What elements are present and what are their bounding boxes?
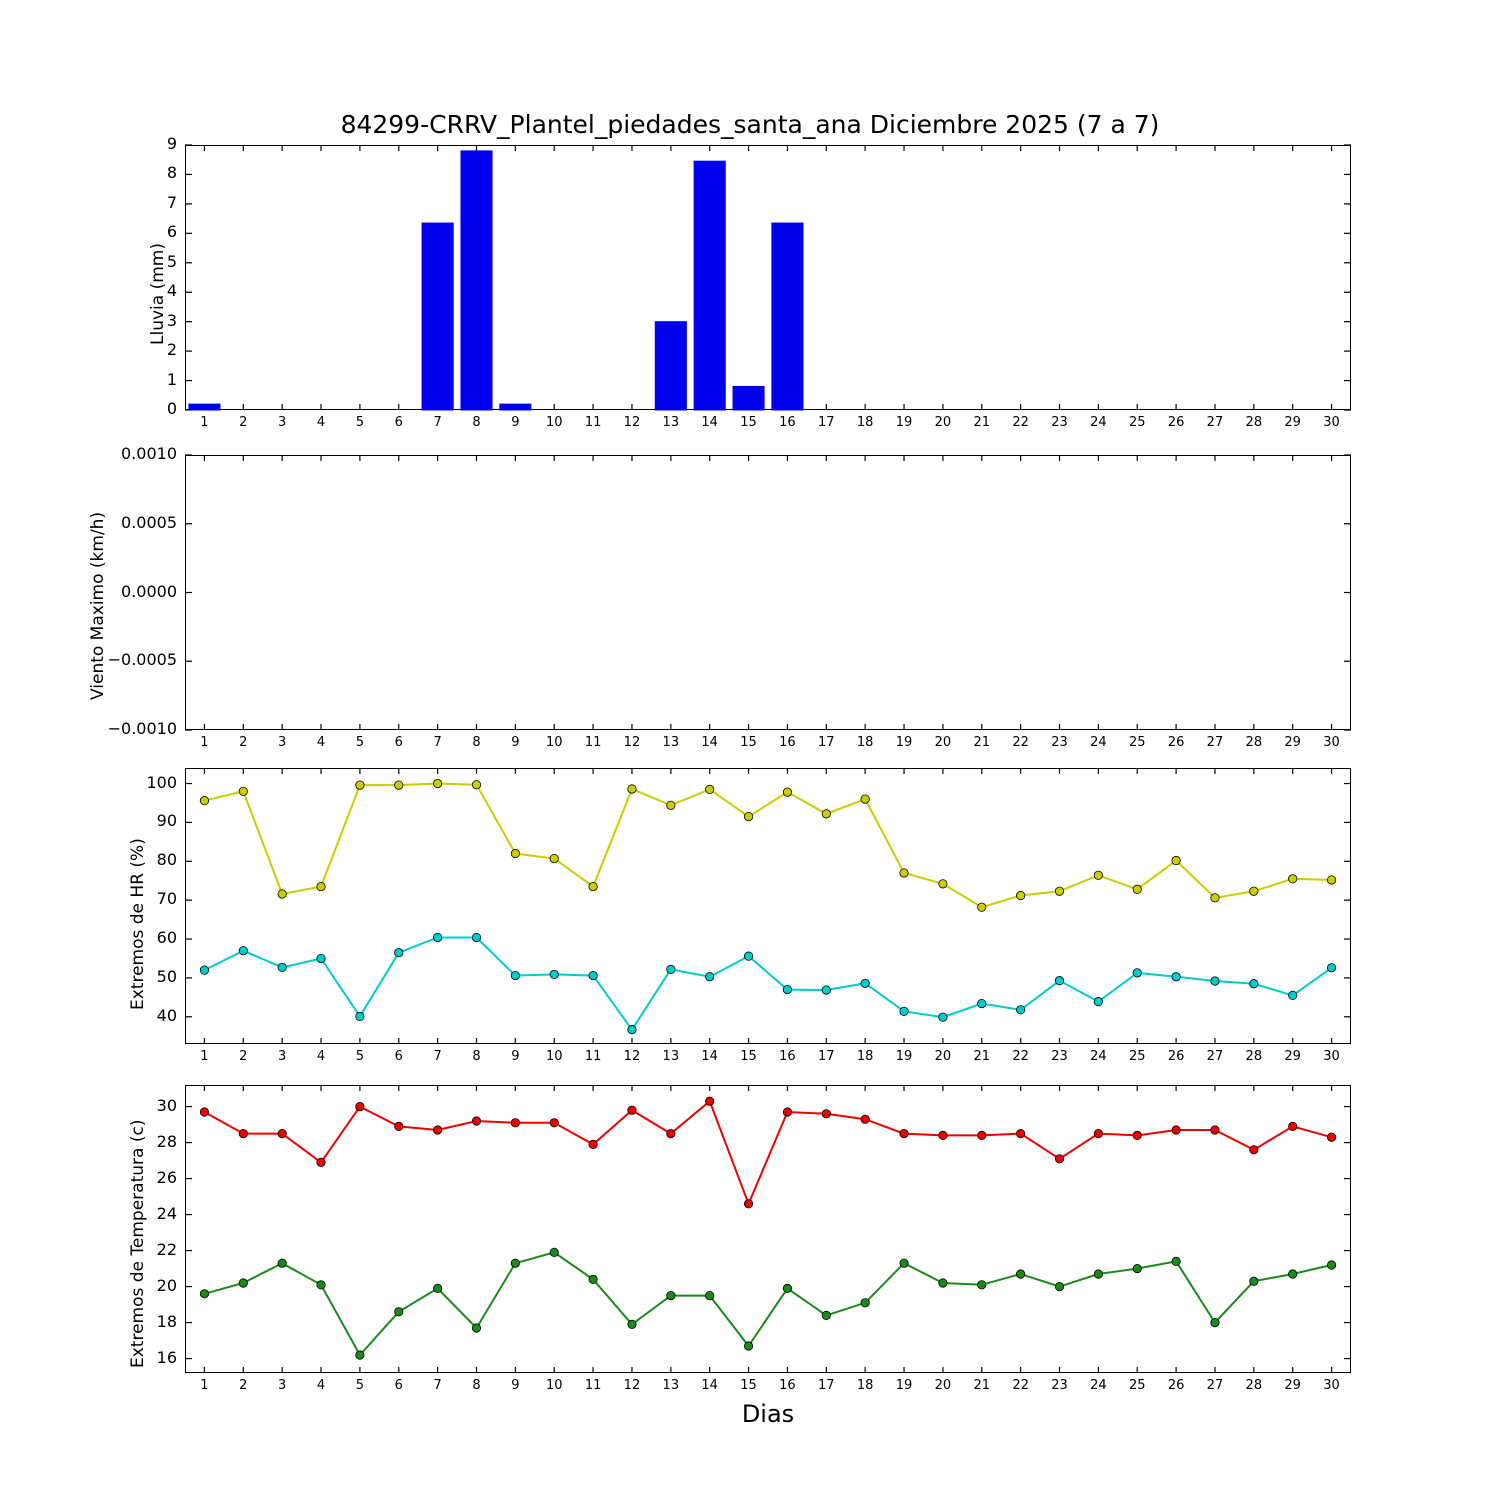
data-point: [822, 986, 830, 994]
x-tick-label: 19: [895, 1049, 913, 1064]
x-tick-label: 18: [856, 735, 874, 750]
x-tick-label: 4: [316, 735, 326, 750]
data-point: [667, 1129, 675, 1137]
data-point: [1172, 856, 1180, 864]
series-line: [204, 1252, 1331, 1355]
x-tick-label: 2: [239, 1378, 248, 1393]
y-tick-label: 6: [166, 222, 177, 242]
data-point: [433, 1284, 441, 1292]
data-point: [1172, 973, 1180, 981]
data-point: [317, 1158, 325, 1166]
bar: [422, 223, 453, 410]
x-tick-label: 30: [1323, 1049, 1340, 1064]
y-tick-label: 18: [156, 1311, 177, 1331]
y-tick-label: −0.0005: [107, 650, 177, 670]
data-point: [822, 810, 830, 818]
data-point: [589, 1275, 597, 1283]
plot-area-hr: [185, 768, 1351, 1044]
data-point: [628, 1106, 636, 1114]
data-point: [395, 948, 403, 956]
y-tick-label: −0.0010: [107, 719, 177, 738]
x-tick-label: 14: [701, 1049, 718, 1064]
data-point: [1250, 1146, 1258, 1154]
x-tick-label: 20: [934, 1049, 952, 1064]
data-point: [744, 952, 752, 960]
data-point: [278, 1259, 286, 1267]
x-tick-label: 22: [1012, 1049, 1029, 1064]
data-point: [472, 933, 480, 941]
data-point: [356, 1012, 364, 1020]
data-point: [317, 954, 325, 962]
data-point: [200, 1108, 208, 1116]
data-point: [356, 1102, 364, 1110]
x-tick-label: 15: [740, 1378, 757, 1393]
y-tick-label: 70: [156, 889, 177, 909]
data-point: [978, 999, 986, 1007]
axis-label-temperatura: Extremos de Temperatura (c): [128, 1119, 148, 1368]
x-tick-label: 23: [1051, 415, 1068, 430]
data-point: [1289, 875, 1297, 883]
data-point: [1327, 1261, 1335, 1269]
data-point: [1016, 1270, 1024, 1278]
y-tick-label: 4: [166, 281, 177, 301]
y-tick-label: 0.0000: [121, 581, 177, 601]
x-tick-label: 3: [278, 1049, 287, 1064]
bar: [772, 223, 803, 410]
x-tick-label: 18: [856, 415, 874, 430]
y-tick-label: 26: [156, 1167, 177, 1187]
series-line: [204, 1101, 1331, 1204]
data-point: [317, 882, 325, 890]
x-tick-label: 8: [472, 1049, 481, 1064]
x-tick-label: 9: [511, 1378, 520, 1393]
data-point: [511, 849, 519, 857]
x-tick-label: 25: [1128, 1378, 1146, 1393]
x-tick-label: 14: [701, 415, 718, 430]
y-tick-label: 80: [156, 850, 177, 870]
x-tick-label: 6: [394, 415, 403, 430]
data-point: [317, 1281, 325, 1289]
x-tick-label: 30: [1323, 415, 1340, 430]
axis-label-hr: Extremos de HR (%): [128, 838, 148, 1010]
x-tick-label: 29: [1284, 1049, 1301, 1064]
data-point: [1133, 885, 1141, 893]
x-tick-label: 4: [316, 1378, 326, 1393]
data-point: [1094, 997, 1102, 1005]
data-point: [1211, 1318, 1219, 1326]
x-tick-label: 30: [1323, 735, 1340, 750]
data-point: [706, 1097, 714, 1105]
bar: [733, 386, 764, 410]
data-point: [939, 880, 947, 888]
x-tick-label: 27: [1206, 1378, 1224, 1393]
data-point: [550, 1119, 558, 1127]
data-point: [628, 785, 636, 793]
x-tick-label: 14: [701, 735, 718, 750]
data-point: [433, 933, 441, 941]
x-tick-label: 15: [740, 415, 757, 430]
y-tick-label: 16: [156, 1347, 177, 1367]
x-tick-label: 6: [394, 1049, 403, 1064]
data-point: [900, 1129, 908, 1137]
data-point: [978, 903, 986, 911]
data-point: [822, 1110, 830, 1118]
data-point: [200, 1290, 208, 1298]
x-tick-label: 30: [1323, 1378, 1340, 1393]
data-point: [472, 1117, 480, 1125]
data-point: [1289, 1122, 1297, 1130]
x-tick-label: 10: [545, 1378, 563, 1393]
x-tick-label: 27: [1206, 735, 1224, 750]
data-point: [278, 890, 286, 898]
x-tick-label: 27: [1206, 415, 1224, 430]
x-tick-label: 7: [433, 1378, 442, 1393]
data-point: [200, 966, 208, 974]
x-tick-label: 12: [623, 415, 641, 430]
x-tick-label: 16: [779, 1049, 796, 1064]
plot-area-viento: [185, 455, 1351, 730]
x-tick-label: 21: [973, 1378, 991, 1393]
x-tick-label: 24: [1090, 1049, 1107, 1064]
x-tick-label: 29: [1284, 735, 1301, 750]
x-tick-label: 6: [394, 1378, 403, 1393]
bar: [461, 151, 492, 410]
x-tick-label: 15: [740, 735, 757, 750]
x-tick-label: 22: [1012, 735, 1029, 750]
data-point: [939, 1131, 947, 1139]
x-tick-label: 27: [1206, 1049, 1224, 1064]
data-point: [628, 1320, 636, 1328]
y-tick-label: 90: [156, 811, 177, 831]
data-point: [278, 963, 286, 971]
x-tick-label: 26: [1167, 1049, 1185, 1064]
y-tick-label: 1: [166, 369, 177, 389]
x-tick-label: 11: [584, 735, 602, 750]
x-tick-label: 14: [701, 1378, 718, 1393]
data-point: [1172, 1126, 1180, 1134]
data-point: [900, 1007, 908, 1015]
y-tick-label: 40: [156, 1005, 177, 1025]
x-tick-label: 4: [316, 415, 326, 430]
data-point: [744, 1200, 752, 1208]
x-tick-label: 25: [1128, 1049, 1146, 1064]
data-point: [783, 788, 791, 796]
x-tick-label: 17: [818, 735, 835, 750]
data-point: [861, 1299, 869, 1307]
x-tick-label: 1: [200, 1378, 209, 1393]
data-point: [1016, 891, 1024, 899]
data-point: [978, 1131, 986, 1139]
data-point: [1055, 1282, 1063, 1290]
x-tick-label: 7: [433, 1049, 442, 1064]
data-point: [511, 1119, 519, 1127]
x-tick-label: 25: [1128, 735, 1146, 750]
data-point: [861, 1115, 869, 1123]
data-point: [511, 1259, 519, 1267]
data-point: [589, 1140, 597, 1148]
x-tick-label: 5: [355, 735, 365, 750]
data-point: [706, 785, 714, 793]
data-point: [356, 1351, 364, 1359]
data-point: [744, 812, 752, 820]
y-tick-label: 28: [156, 1131, 177, 1151]
data-point: [706, 1291, 714, 1299]
x-tick-label: 28: [1245, 735, 1263, 750]
x-tick-label: 5: [355, 1049, 365, 1064]
data-point: [472, 1324, 480, 1332]
data-point: [1211, 894, 1219, 902]
x-tick-label: 12: [623, 735, 641, 750]
data-point: [667, 801, 675, 809]
x-tick-label: 3: [278, 415, 287, 430]
x-tick-label: 29: [1284, 1378, 1301, 1393]
bar: [189, 404, 220, 410]
x-tick-label: 16: [779, 735, 796, 750]
data-point: [239, 947, 247, 955]
data-point: [939, 1279, 947, 1287]
x-tick-label: 3: [278, 1378, 287, 1393]
x-tick-label: 10: [545, 735, 563, 750]
y-tick-label: 24: [156, 1203, 177, 1223]
data-point: [1172, 1257, 1180, 1265]
x-tick-label: 13: [662, 1378, 680, 1393]
x-tick-label: 16: [779, 415, 796, 430]
x-tick-label: 28: [1245, 1049, 1263, 1064]
x-tick-label: 4: [316, 1049, 326, 1064]
x-tick-label: 8: [472, 735, 481, 750]
x-tick-label: 13: [662, 1049, 680, 1064]
axis-label-viento: Viento Maximo (km/h): [88, 511, 108, 700]
data-point: [628, 1025, 636, 1033]
data-point: [1016, 1129, 1024, 1137]
data-point: [900, 869, 908, 877]
data-point: [1211, 1126, 1219, 1134]
x-tick-label: 7: [433, 735, 442, 750]
x-tick-label: 17: [818, 1378, 835, 1393]
data-point: [667, 1291, 675, 1299]
y-tick-label: 9: [166, 134, 177, 153]
x-tick-label: 24: [1090, 735, 1107, 750]
plot-area-lluvia: [185, 145, 1351, 410]
bar: [694, 161, 725, 410]
data-point: [667, 965, 675, 973]
x-tick-label: 5: [355, 1378, 365, 1393]
x-tick-label: 22: [1012, 415, 1029, 430]
x-tick-label: 20: [934, 1378, 952, 1393]
data-point: [1211, 977, 1219, 985]
data-point: [939, 1013, 947, 1021]
x-tick-label: 18: [856, 1049, 874, 1064]
y-tick-label: 60: [156, 928, 177, 948]
y-tick-label: 0.0010: [121, 444, 177, 463]
data-point: [1133, 969, 1141, 977]
data-point: [278, 1129, 286, 1137]
data-point: [200, 796, 208, 804]
x-tick-label: 26: [1167, 1378, 1185, 1393]
x-tick-label: 25: [1128, 415, 1146, 430]
x-tick-label: 11: [584, 415, 602, 430]
x-tick-label: 24: [1090, 415, 1107, 430]
data-point: [550, 854, 558, 862]
data-point: [783, 1108, 791, 1116]
data-point: [1289, 991, 1297, 999]
x-tick-label: 8: [472, 1378, 481, 1393]
data-point: [1133, 1264, 1141, 1272]
data-point: [239, 787, 247, 795]
x-tick-label: 1: [200, 415, 209, 430]
data-point: [356, 781, 364, 789]
x-tick-label: 21: [973, 1049, 991, 1064]
series-line: [204, 937, 1331, 1029]
data-point: [1094, 1270, 1102, 1278]
x-tick-label: 2: [239, 735, 248, 750]
y-tick-label: 30: [156, 1095, 177, 1115]
data-point: [589, 971, 597, 979]
x-tick-label: 11: [584, 1049, 602, 1064]
x-tick-label: 10: [545, 415, 563, 430]
x-tick-label: 23: [1051, 735, 1068, 750]
data-point: [511, 971, 519, 979]
x-tick-label: 26: [1167, 415, 1185, 430]
data-point: [783, 1284, 791, 1292]
x-tick-label: 20: [934, 415, 952, 430]
x-tick-label: 1: [200, 735, 209, 750]
y-tick-label: 0.0005: [121, 512, 177, 532]
x-tick-label: 28: [1245, 415, 1263, 430]
figure-title: 84299-CRRV_Plantel_piedades_santa_ana Diciembre 2025 (7 a 7): [340, 110, 1160, 139]
x-tick-label: 26: [1167, 735, 1185, 750]
x-tick-label: 21: [973, 735, 991, 750]
data-point: [1250, 1277, 1258, 1285]
y-tick-label: 22: [156, 1239, 177, 1259]
y-tick-label: 3: [166, 310, 177, 330]
x-tick-label: 20: [934, 735, 952, 750]
x-tick-label: 28: [1245, 1378, 1263, 1393]
x-tick-label: 9: [511, 735, 520, 750]
data-point: [1133, 1131, 1141, 1139]
data-point: [1327, 964, 1335, 972]
x-tick-label: 19: [895, 415, 913, 430]
x-tick-label: 29: [1284, 415, 1301, 430]
x-tick-label: 23: [1051, 1378, 1068, 1393]
data-point: [1289, 1270, 1297, 1278]
data-point: [822, 1311, 830, 1319]
data-point: [1016, 1006, 1024, 1014]
data-point: [900, 1259, 908, 1267]
x-tick-label: 21: [973, 415, 991, 430]
x-tick-label: 11: [584, 1378, 602, 1393]
y-tick-label: 50: [156, 966, 177, 986]
x-tick-label: 13: [662, 735, 680, 750]
data-point: [1094, 871, 1102, 879]
x-tick-label: 19: [895, 1378, 913, 1393]
x-tick-label: 2: [239, 415, 248, 430]
data-point: [706, 973, 714, 981]
x-tick-label: 13: [662, 415, 680, 430]
x-tick-label: 17: [818, 415, 835, 430]
x-tick-label: 12: [623, 1378, 641, 1393]
data-point: [978, 1281, 986, 1289]
x-tick-label: 5: [355, 415, 365, 430]
data-point: [589, 882, 597, 890]
bar: [500, 404, 531, 410]
data-point: [744, 1342, 752, 1350]
x-axis-label: Dias: [741, 1400, 795, 1428]
bar: [655, 322, 686, 410]
data-point: [1055, 1155, 1063, 1163]
x-tick-label: 16: [779, 1378, 796, 1393]
data-point: [1250, 980, 1258, 988]
x-tick-label: 2: [239, 1049, 248, 1064]
plot-area-temperatura: [185, 1085, 1351, 1373]
data-point: [1094, 1129, 1102, 1137]
data-point: [1250, 887, 1258, 895]
data-point: [395, 781, 403, 789]
y-tick-label: 0: [166, 399, 177, 418]
data-point: [861, 795, 869, 803]
x-tick-label: 1: [200, 1049, 209, 1064]
y-tick-label: 20: [156, 1275, 177, 1295]
data-point: [239, 1129, 247, 1137]
x-tick-label: 18: [856, 1378, 874, 1393]
data-point: [550, 1248, 558, 1256]
data-point: [783, 985, 791, 993]
data-point: [1055, 887, 1063, 895]
data-point: [395, 1308, 403, 1316]
x-tick-label: 23: [1051, 1049, 1068, 1064]
x-tick-label: 17: [818, 1049, 835, 1064]
x-tick-label: 19: [895, 735, 913, 750]
data-point: [472, 781, 480, 789]
data-point: [1327, 876, 1335, 884]
x-tick-label: 8: [472, 415, 481, 430]
x-tick-label: 7: [433, 415, 442, 430]
data-point: [395, 1122, 403, 1130]
x-tick-label: 9: [511, 415, 520, 430]
y-tick-label: 100: [146, 772, 177, 792]
data-point: [1327, 1133, 1335, 1141]
data-point: [861, 979, 869, 987]
axis-label-lluvia: Lluvia (mm): [148, 243, 168, 345]
x-tick-label: 12: [623, 1049, 641, 1064]
x-tick-label: 9: [511, 1049, 520, 1064]
y-tick-label: 8: [166, 163, 177, 183]
x-tick-label: 22: [1012, 1378, 1029, 1393]
x-tick-label: 3: [278, 735, 287, 750]
y-tick-label: 2: [166, 340, 177, 360]
x-tick-label: 15: [740, 1049, 757, 1064]
x-tick-label: 10: [545, 1049, 563, 1064]
data-point: [550, 970, 558, 978]
y-tick-label: 5: [166, 251, 177, 271]
data-point: [239, 1279, 247, 1287]
data-point: [1055, 976, 1063, 984]
data-point: [433, 779, 441, 787]
data-point: [433, 1126, 441, 1134]
series-line: [204, 784, 1331, 908]
x-tick-label: 6: [394, 735, 403, 750]
y-tick-label: 7: [166, 192, 177, 212]
x-tick-label: 24: [1090, 1378, 1107, 1393]
